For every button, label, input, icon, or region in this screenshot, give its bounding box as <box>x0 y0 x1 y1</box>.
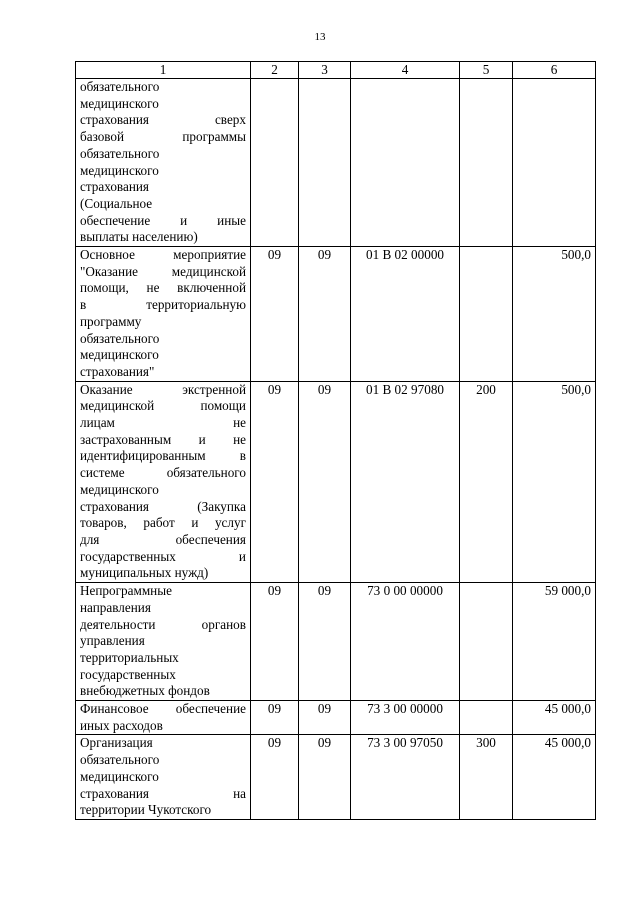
expense-type-cell <box>460 247 513 382</box>
row-name-line: государственных <box>80 666 176 682</box>
subsection-code-cell: 09 <box>299 381 351 582</box>
target-article-cell: 01 В 02 00000 <box>351 247 460 382</box>
expense-type-cell <box>460 701 513 735</box>
expense-type-cell <box>460 79 513 247</box>
header-cell-3: 3 <box>299 62 351 79</box>
row-name-line: помощи, не включенной <box>80 280 246 296</box>
row-name-line: "Оказание медицинской <box>80 263 246 279</box>
table-body <box>76 79 596 820</box>
expense-type-cell <box>460 583 513 701</box>
row-name-cell <box>76 79 251 247</box>
row-name-cell <box>76 583 251 701</box>
row-name-line: медицинского <box>80 347 159 363</box>
row-name-line: направления <box>80 599 151 615</box>
row-name-line: системе обязательного <box>80 465 246 481</box>
row-name-line: страхования сверх <box>80 112 246 128</box>
row-name-line: Основное мероприятие <box>80 247 246 263</box>
row-name-line: иных расходов <box>80 717 163 733</box>
section-code-cell: 09 <box>251 583 299 701</box>
row-name-line: в территориальную <box>80 297 246 313</box>
row-name-cell <box>76 701 251 735</box>
row-name-line: Организация <box>80 735 153 751</box>
subsection-code-cell: 09 <box>299 247 351 382</box>
row-name-line: обязательного <box>80 330 160 346</box>
row-name-line: Оказание экстренной <box>80 381 246 397</box>
row-name-cell <box>76 247 251 382</box>
row-name-line: государственных и <box>80 548 246 564</box>
section-code-cell: 09 <box>251 247 299 382</box>
row-name-line: обязательного <box>80 752 160 768</box>
amount-cell: 59 000,0 <box>513 583 596 701</box>
subsection-code-cell: 09 <box>299 583 351 701</box>
row-name-line: медицинского <box>80 162 159 178</box>
row-name-line: для обеспечения <box>80 531 246 547</box>
target-article-cell: 73 0 00 00000 <box>351 583 460 701</box>
header-cell-6: 6 <box>513 62 596 79</box>
row-name-line: медицинского <box>80 768 159 784</box>
row-name-line: Финансовое обеспечение <box>80 701 246 717</box>
table-row <box>76 701 596 735</box>
amount-cell: 500,0 <box>513 381 596 582</box>
table-header-row <box>76 62 596 79</box>
target-article-cell: 01 В 02 97080 <box>351 381 460 582</box>
amount-cell <box>513 79 596 247</box>
table-row <box>76 381 596 582</box>
table-row <box>76 735 596 820</box>
row-name-line: территории Чукотского <box>80 802 212 818</box>
row-name-line: (Социальное <box>80 195 153 211</box>
row-name-line: Непрограммные <box>80 583 172 599</box>
row-name-line: страхования <box>80 179 149 195</box>
table-row <box>76 583 596 701</box>
row-name-line: страхования" <box>80 363 155 379</box>
row-name-line: страхования (Закупка <box>80 498 246 514</box>
subsection-code-cell <box>299 79 351 247</box>
row-name-line: муниципальных нужд) <box>80 565 209 581</box>
row-name-line: выплаты населению) <box>80 229 198 245</box>
subsection-code-cell: 09 <box>299 701 351 735</box>
amount-cell: 45 000,0 <box>513 701 596 735</box>
page-number: 13 <box>314 31 326 43</box>
table-row <box>76 247 596 382</box>
amount-cell: 45 000,0 <box>513 735 596 820</box>
section-code-cell: 09 <box>251 701 299 735</box>
row-name-line: обязательного <box>80 79 160 94</box>
target-article-cell: 73 3 00 97050 <box>351 735 460 820</box>
row-name-cell <box>76 735 251 820</box>
section-code-cell: 09 <box>251 735 299 820</box>
row-name-line: обеспечение и иные <box>80 212 246 228</box>
row-name-line: лицам не <box>80 415 246 431</box>
row-name-line: территориальных <box>80 649 179 665</box>
target-article-cell <box>351 79 460 247</box>
row-name-line: идентифицированным в <box>80 448 246 464</box>
row-name-line: медицинского <box>80 481 159 497</box>
row-name-line: медицинской помощи <box>80 398 246 414</box>
header-cell-4: 4 <box>351 62 460 79</box>
budget-table <box>75 61 596 820</box>
section-code-cell: 09 <box>251 381 299 582</box>
row-name-line: деятельности органов <box>80 616 246 632</box>
row-name-line: программу <box>80 313 142 329</box>
header-cell-1: 1 <box>76 62 251 79</box>
header-cell-5: 5 <box>460 62 513 79</box>
row-name-line: застрахованным и не <box>80 431 246 447</box>
header-cell-2: 2 <box>251 62 299 79</box>
row-name-line: внебюджетных фондов <box>80 683 210 699</box>
amount-cell: 500,0 <box>513 247 596 382</box>
target-article-cell: 73 3 00 00000 <box>351 701 460 735</box>
expense-type-cell: 300 <box>460 735 513 820</box>
table-row <box>76 79 596 247</box>
row-name-line: товаров, работ и услуг <box>80 515 246 531</box>
row-name-line: медицинского <box>80 95 159 111</box>
row-name-line: страхования на <box>80 785 246 801</box>
expense-type-cell: 200 <box>460 381 513 582</box>
subsection-code-cell: 09 <box>299 735 351 820</box>
row-name-line: обязательного <box>80 145 160 161</box>
section-code-cell <box>251 79 299 247</box>
row-name-line: базовой программы <box>80 129 246 145</box>
row-name-line: управления <box>80 633 145 649</box>
row-name-cell <box>76 381 251 582</box>
